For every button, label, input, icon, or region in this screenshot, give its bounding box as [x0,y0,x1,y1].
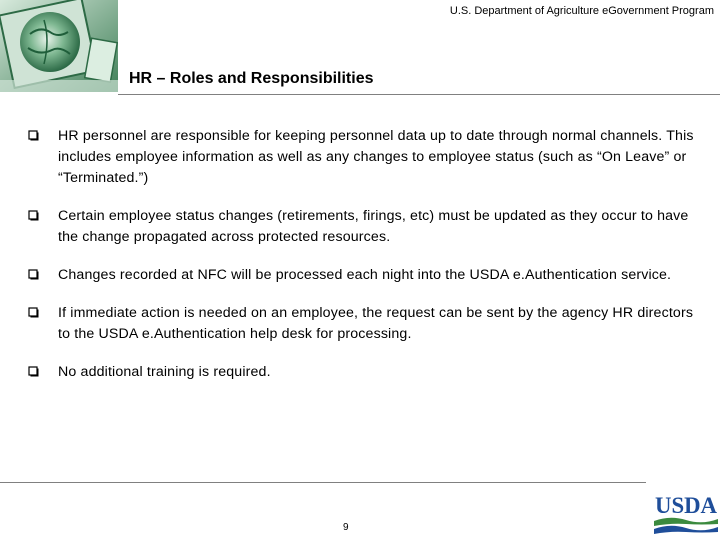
usda-logo-text: USDA [655,493,718,518]
hollow-square-bullet-icon [28,307,40,318]
hollow-square-bullet-icon [28,210,40,221]
hollow-square-bullet-icon [28,130,40,141]
bullet-text: No additional training is required. [58,364,271,380]
bullet-item [28,206,698,248]
bullet-text: If immediate action is needed on an employee, the request can be sent by the agency HR directors to the USDA e.Authentication help desk for processing. [58,305,694,342]
slide-title: HR – Roles and Responsibilities [129,70,374,87]
globe-computer-graphic-icon [0,0,118,92]
header-divider [118,94,720,95]
bullet-text: Changes recorded at NFC will be processed each night into the USDA e.Authentication service. [58,267,672,283]
hollow-square-bullet-icon [28,269,40,280]
footer-divider [0,482,646,483]
bullet-item [28,362,698,383]
bullet-text: HR personnel are responsible for keeping personnel data up to date through normal channels. This includes employee information as well as any changes to employee status (such as “On Leave” or “Terminated.”) [58,128,694,186]
bullet-text: Certain employee status changes (retirements, firings, etc) must be updated as they occur to have the change propagated across protected resources. [58,208,689,245]
bullet-list [28,126,698,383]
department-header: U.S. Department of Agriculture eGovernment Program [449,5,714,17]
bullet-item [28,265,698,286]
bullet-item [28,126,698,189]
hollow-square-bullet-icon [28,366,40,377]
page-number: 9 [343,522,349,533]
usda-logo [654,489,718,537]
bullet-item [28,303,698,345]
